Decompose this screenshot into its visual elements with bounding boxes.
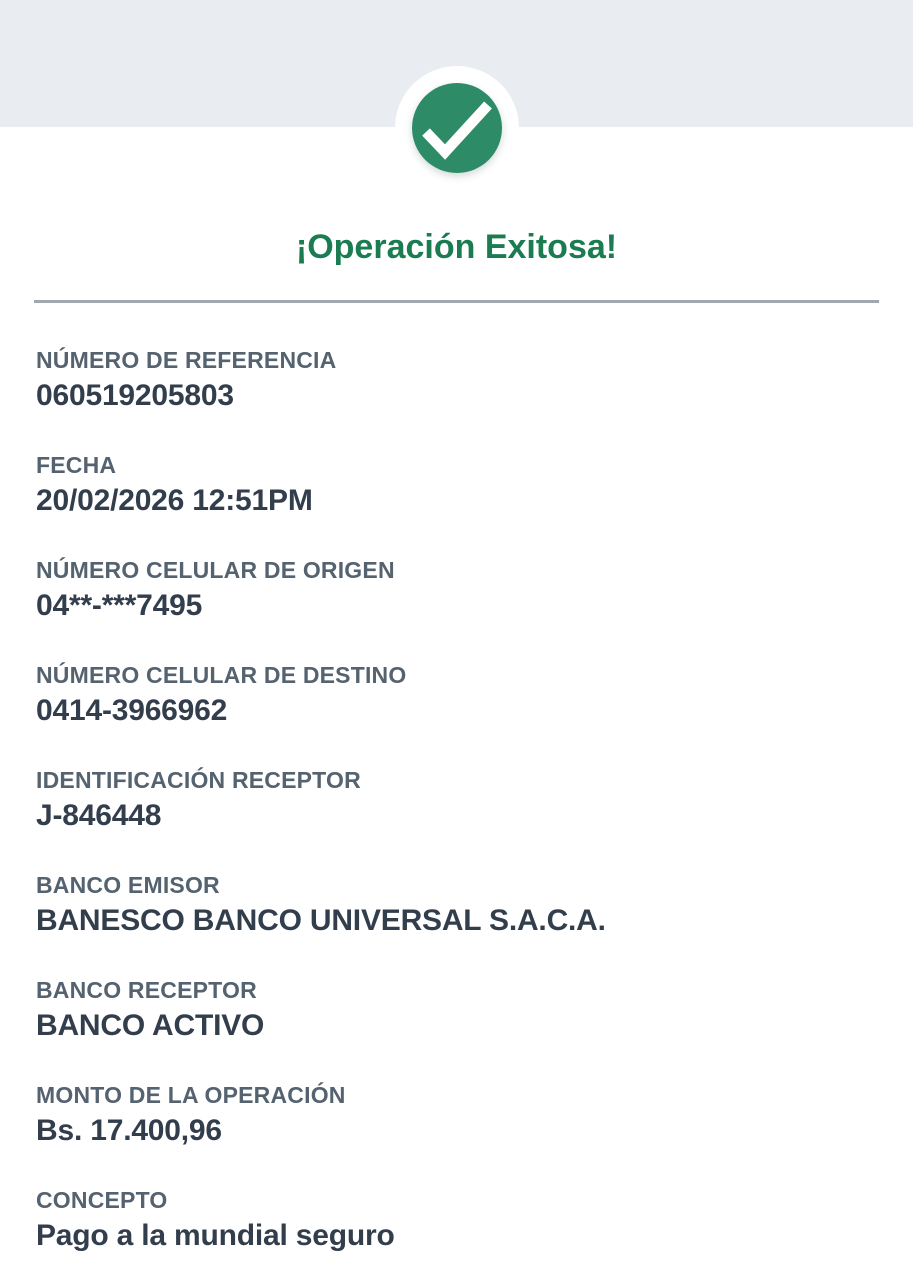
field-value: 060519205803 — [36, 379, 234, 412]
success-icon-halo — [395, 66, 519, 190]
field-label: NÚMERO CELULAR DE ORIGEN — [36, 557, 395, 583]
field-label: BANCO RECEPTOR — [36, 977, 257, 1003]
checkmark-icon — [412, 83, 502, 173]
field-label: MONTO DE LA OPERACIÓN — [36, 1082, 346, 1108]
field-row — [36, 450, 877, 519]
divider — [34, 300, 879, 303]
field-label: IDENTIFICACIÓN RECEPTOR — [36, 767, 361, 793]
field-value: BANESCO BANCO UNIVERSAL S.A.C.A. — [36, 904, 606, 937]
field-label: NÚMERO DE REFERENCIA — [36, 347, 337, 373]
field-value: Bs. 17.400,96 — [36, 1114, 222, 1147]
field-row — [36, 345, 877, 414]
field-row — [36, 975, 877, 1044]
field-value: Pago a la mundial seguro — [36, 1219, 395, 1252]
field-value: BANCO ACTIVO — [36, 1009, 265, 1042]
field-label: NÚMERO CELULAR DE DESTINO — [36, 662, 407, 688]
field-label: FECHA — [36, 452, 117, 478]
field-value: 04**-***7495 — [36, 589, 203, 622]
field-label: BANCO EMISOR — [36, 872, 220, 898]
success-check-icon — [412, 83, 502, 173]
field-row — [36, 870, 877, 939]
field-row — [36, 555, 877, 624]
field-row — [36, 1185, 877, 1254]
fields-list — [0, 345, 913, 1254]
field-row — [36, 660, 877, 729]
field-value: J-846448 — [36, 799, 162, 832]
field-label: CONCEPTO — [36, 1187, 168, 1213]
field-value: 20/02/2026 12:51PM — [36, 484, 313, 517]
field-value: 0414-3966962 — [36, 694, 228, 727]
page-title: ¡Operación Exitosa! — [295, 228, 618, 266]
field-row — [36, 1080, 877, 1149]
field-row — [36, 765, 877, 834]
